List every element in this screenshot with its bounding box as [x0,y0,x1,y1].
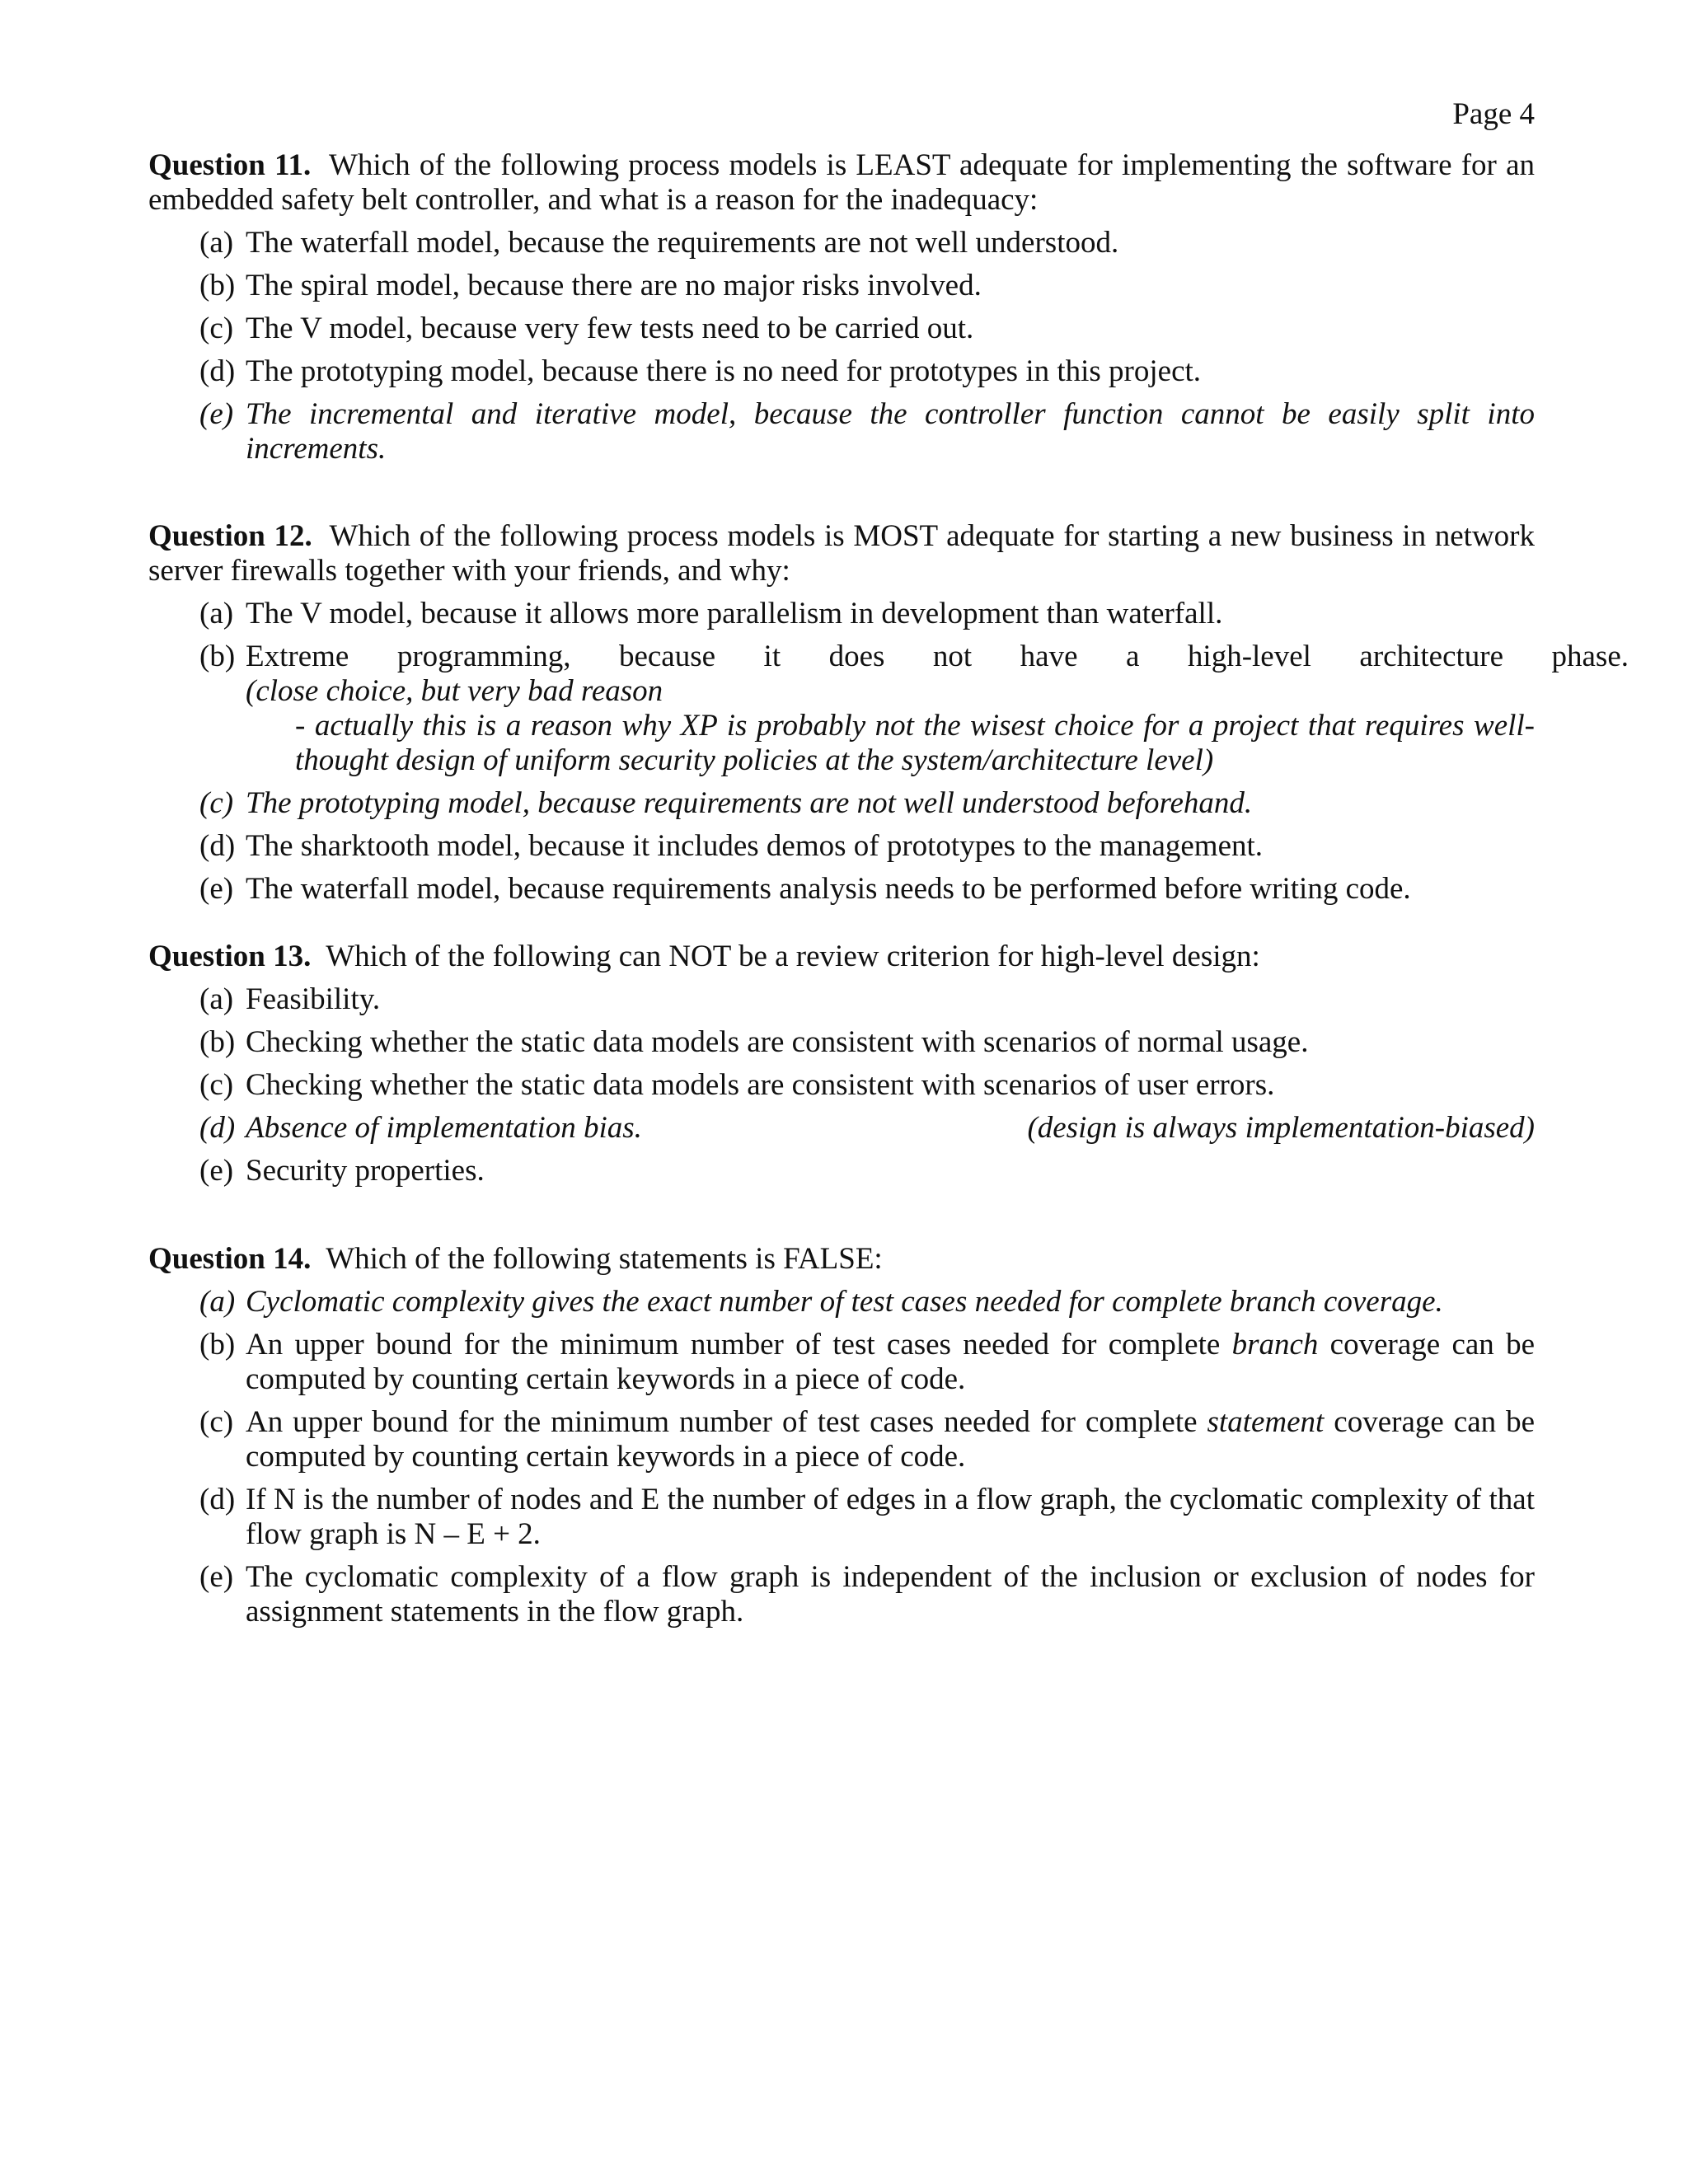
option-a-answer [148,1285,1535,1319]
question-stem [148,940,1535,974]
option-c [148,1405,1535,1474]
question-stem [148,519,1535,588]
option-letter: (a) [199,597,234,630]
option-text: The V model, because it allows more parallelism in development than waterfall. [246,597,1223,630]
option-letter: (e) [199,872,234,906]
option-letter: (c) [199,1405,234,1439]
option-letter: (a) [199,1285,236,1319]
option-text: The cyclomatic complexity of a flow graph is independent of the inclusion or exclusion of nodes for assignment statements in the flow graph. [246,1560,1535,1629]
option-letter: (a) [199,982,234,1016]
option-text: An upper bound for the minimum number of test cases needed for complete [246,1328,1232,1361]
option-b [148,269,1535,303]
option-text: The V model, because very few tests need to be carried out. [246,312,974,345]
option-letter: (d) [199,1111,236,1145]
option-text: The spiral model, because there are no major risks involved. [246,269,982,302]
option-d-answer [148,1111,1535,1146]
question-stem [148,148,1535,218]
option-letter: (d) [199,829,236,863]
question-11 [148,148,1535,475]
option-text: The prototyping model, because requirements are not well understood beforehand. [246,786,1253,820]
option-text-after: coverage can be computed by counting certain keywords in a piece of code. [246,1405,1536,1474]
answer-note: (design is always implementation-biased) [1027,1111,1535,1145]
option-c [148,312,1535,346]
option-text: The prototyping model, because there is no need for prototypes in this project. [246,354,1202,388]
option-a [148,982,1535,1017]
option-b [148,1025,1535,1060]
option-a [148,226,1535,260]
option-letter: (a) [199,226,234,260]
option-text: An upper bound for the minimum number of test cases needed for complete [246,1405,1207,1439]
option-text: The sharktooth model, because it includes demos of prototypes to the management. [246,829,1264,863]
question-text: Which of the following statements is FALSE: [326,1242,883,1276]
option-text: Checking whether the static data models are consistent with scenarios of user errors. [246,1068,1275,1102]
option-text: Absence of implementation bias. [246,1111,642,1145]
option-list [148,226,1535,466]
option-letter: (d) [199,354,236,388]
option-emphasis: branch [1231,1328,1319,1361]
option-text: If N is the number of nodes and E the number of edges in a flow graph, the cyclomatic complexity of that flow graph is N – E + 2. [246,1483,1535,1551]
option-letter: (b) [199,269,236,302]
option-comment: (close choice, but very bad reason [246,674,663,708]
question-text: Which of the following can NOT be a review criterion for high-level design: [326,940,1260,973]
option-letter: (e) [199,1154,234,1188]
option-comment-continued: - actually this is a reason why XP is probably not the wisest choice for a project that requires well-thought design of uniform security policies at the system/architecture level) [295,709,1535,777]
option-letter: (e) [199,1560,234,1594]
option-text: Cyclomatic complexity gives the exact number of test cases needed for complete branch coverage. [246,1285,1443,1319]
option-text: Checking whether the static data models are consistent with scenarios of normal usage. [246,1025,1309,1059]
question-label: Question 14. [148,1242,312,1276]
question-12 [148,519,1629,915]
option-list [148,982,1535,1188]
option-c [148,1068,1535,1103]
question-label: Question 13. [148,940,312,973]
option-e [148,1154,1535,1188]
option-text: Extreme programming, because it does not have a high-level architecture phase. [246,640,1629,673]
option-text: The incremental and iterative model, because the controller function cannot be easily split into increments. [246,397,1535,466]
option-letter: (e) [199,397,234,431]
option-text: The waterfall model, because the requirements are not well understood. [246,226,1119,260]
option-letter: (b) [199,1328,236,1361]
question-13 [148,940,1535,1197]
option-letter: (b) [199,640,236,673]
option-text: Security properties. [246,1154,485,1188]
option-e [148,872,1535,907]
question-14 [148,1242,1535,1638]
question-text: Which of the following process models is MOST adequate for starting a new business in network server firewalls together with your friends, and why: [148,519,1535,588]
option-letter: (c) [199,786,234,820]
option-list [148,597,1629,907]
question-label: Question 11. [148,148,312,182]
page-number: Page 4 [1452,97,1535,131]
option-a [148,597,1535,631]
option-letter: (b) [199,1025,236,1059]
option-b [148,1328,1535,1397]
question-stem [148,1242,1535,1277]
option-c-answer [148,786,1535,821]
option-list [148,1285,1535,1629]
option-d [148,354,1535,389]
option-text: The waterfall model, because requirements analysis needs to be performed before writing code. [246,872,1411,906]
option-letter: (c) [199,1068,234,1102]
option-e-answer [148,397,1535,466]
option-letter: (c) [199,312,234,345]
option-text-after: coverage can be computed by counting certain keywords in a piece of code. [246,1328,1536,1396]
question-label: Question 12. [148,519,312,553]
option-text: Feasibility. [246,982,381,1016]
option-b [148,640,1629,778]
option-d [148,1483,1535,1552]
option-emphasis: statement [1207,1405,1325,1439]
option-letter: (d) [199,1483,236,1516]
question-text: Which of the following process models is LEAST adequate for implementing the software for an embedded safety belt controller, and what is a reason for the inadequacy: [148,148,1535,217]
option-e [148,1560,1535,1629]
option-d [148,829,1535,864]
